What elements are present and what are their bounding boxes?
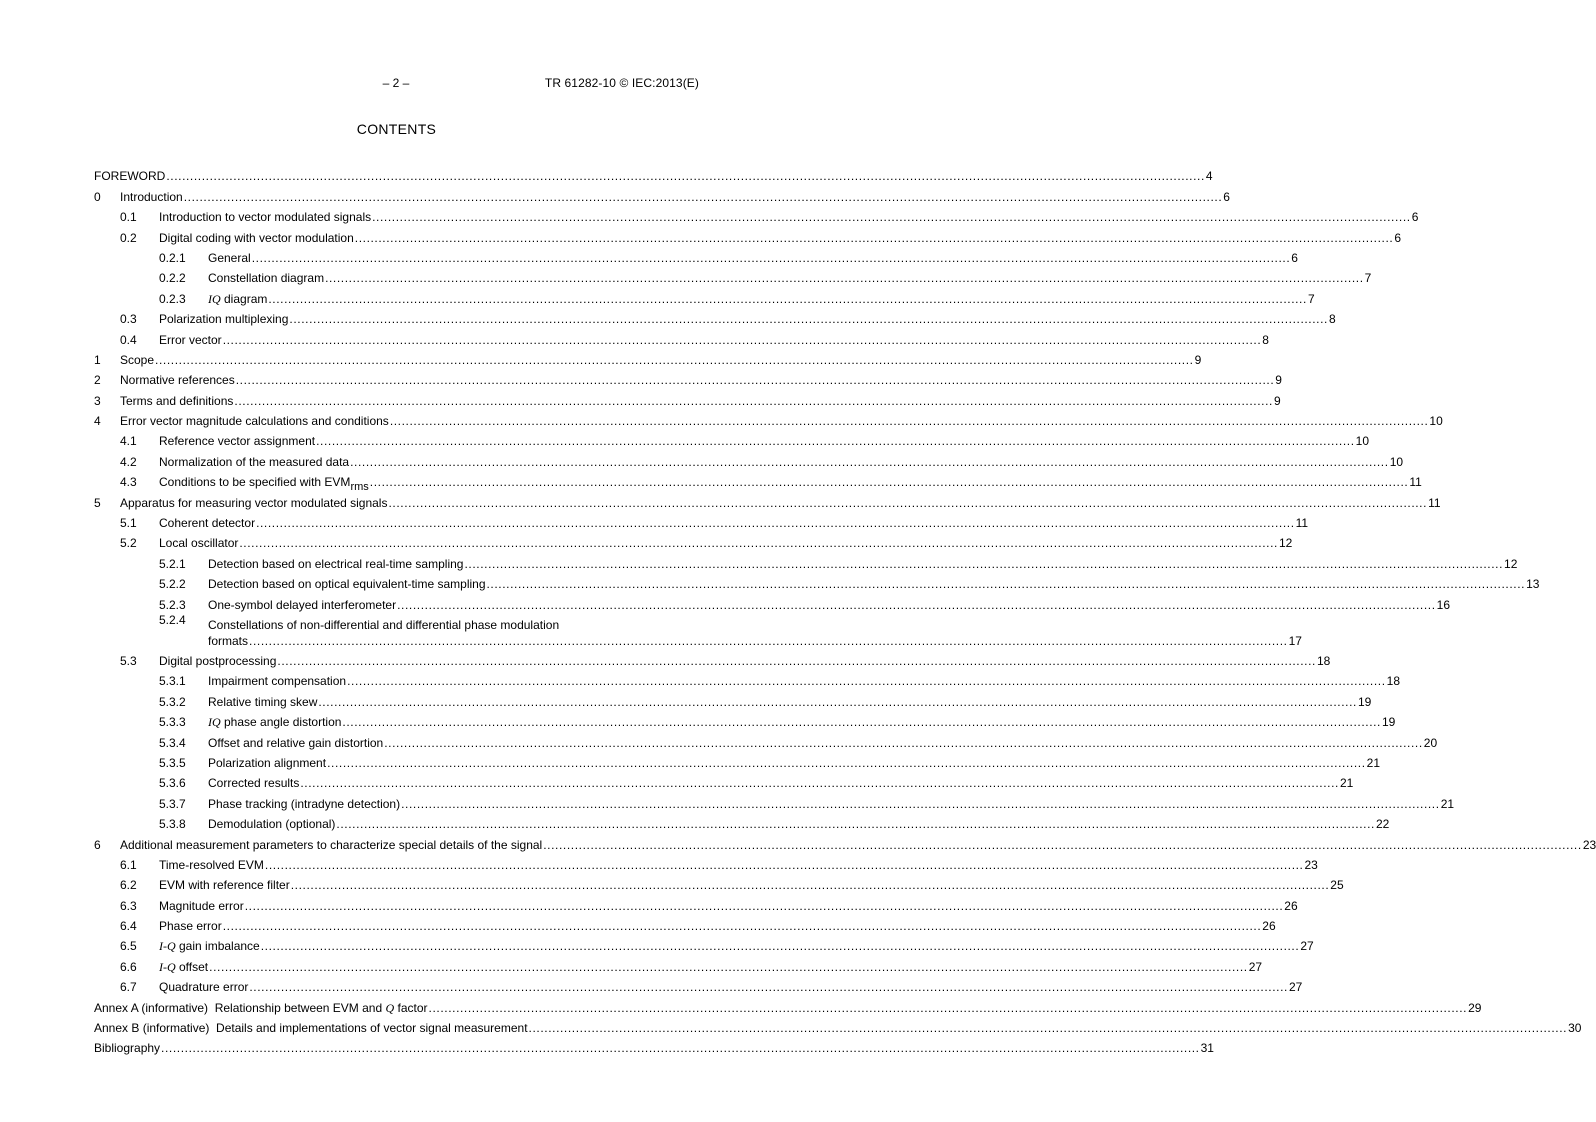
toc-page: 10 [1355, 434, 1370, 449]
toc-page: 10 [1389, 454, 1404, 469]
toc-title: Apparatus for measuring vector modulated signals [120, 495, 388, 510]
dot-leader [184, 190, 1223, 205]
dot-leader [336, 817, 1375, 832]
toc-title: Magnitude error [159, 898, 244, 913]
toc-number: 0.2.3 [159, 291, 186, 306]
dot-leader [252, 251, 1291, 266]
toc-title: Scope [120, 352, 155, 367]
dot-leader [234, 394, 1273, 409]
toc-page: 9 [1273, 393, 1281, 408]
toc-title-rest: diagram [220, 291, 268, 306]
dot-leader [265, 858, 1304, 873]
toc-page: 8 [1262, 332, 1269, 347]
toc-entry-5-2-4[interactable] [94, 612, 1302, 649]
dot-leader [388, 496, 1427, 511]
dot-leader [347, 674, 1386, 689]
toc-page: 10 [1429, 414, 1443, 429]
toc-page: 21 [1339, 776, 1354, 791]
toc-page: 19 [1357, 694, 1372, 709]
toc-number: 5.2.2 [159, 577, 186, 592]
dot-leader [291, 878, 1330, 893]
dot-leader [316, 434, 1355, 449]
toc-page: 27 [1248, 959, 1263, 974]
toc-page: 21 [1366, 755, 1381, 770]
toc-title: Reference vector assignment [159, 434, 316, 449]
toc-page: 31 [1200, 1041, 1214, 1056]
dot-leader [236, 373, 1275, 388]
toc-page: 16 [1436, 597, 1451, 612]
toc-entry-0-2-1[interactable] [94, 246, 1298, 266]
toc-page: 4 [1205, 169, 1213, 184]
toc-title-italic: IQ [208, 715, 221, 730]
toc-page: 23 [1582, 837, 1596, 852]
toc-page: 7 [1307, 291, 1315, 306]
toc-title: Demodulation (optional) [208, 817, 336, 832]
toc-number: 1 [94, 352, 101, 367]
toc-title: General [208, 250, 251, 265]
toc-page: 11 [1428, 495, 1441, 510]
toc-title: One-symbol delayed interferometer [208, 597, 397, 612]
toc-number: 6 [94, 837, 101, 852]
toc-entry-5-1[interactable] [94, 511, 1309, 531]
toc-number: 3 [94, 393, 101, 408]
toc-title-rest: gain imbalance [175, 939, 260, 954]
toc-title-rest: phase angle distortion [220, 715, 342, 730]
toc-title: Detection based on optical equivalent-time sampling [208, 577, 486, 592]
toc-page: 7 [1364, 271, 1372, 286]
toc-page: 9 [1275, 373, 1282, 388]
dot-leader [384, 736, 1423, 751]
dot-leader [166, 169, 1205, 184]
toc-entry-0-2[interactable] [94, 225, 1402, 245]
toc-page: 21 [1440, 796, 1455, 811]
dot-leader [342, 715, 1381, 730]
toc-page: 6 [1411, 210, 1419, 225]
toc-page: 6 [1223, 189, 1230, 204]
toc-number: 5.3.4 [159, 735, 186, 750]
toc-number: 6.7 [120, 980, 137, 995]
toc-entry-5-3-2[interactable] [94, 689, 1372, 709]
toc-number: 6.2 [120, 878, 137, 893]
toc-number: 5.3.1 [159, 674, 186, 689]
dot-leader [325, 271, 1364, 286]
toc-entry-0-2-2[interactable] [94, 266, 1372, 286]
toc-entry-4-3[interactable] [94, 470, 1422, 494]
dot-leader [256, 516, 1295, 531]
toc-number: 5.2 [120, 536, 137, 551]
dot-leader [161, 1041, 1200, 1056]
toc-title: Relative timing skew [208, 694, 318, 709]
toc-entry-6-5[interactable] [94, 934, 1314, 954]
toc-title-tail: factor [394, 1000, 428, 1015]
toc-title-italic: I-Q [159, 939, 176, 954]
toc-page: 9 [1194, 352, 1202, 367]
toc-number: 0 [94, 189, 101, 204]
toc-page: 11 [1295, 516, 1309, 531]
dot-leader [239, 536, 1278, 551]
toc-entry-bibliography[interactable] [94, 1036, 1214, 1056]
toc-title: Phase error [159, 919, 222, 934]
toc-entry-6-6[interactable] [94, 954, 1263, 974]
toc-page: 12 [1504, 556, 1518, 571]
toc-title: Quadrature error [159, 980, 249, 995]
toc-entry-0-4[interactable] [94, 327, 1269, 347]
document-reference: TR 61282-10 © IEC:2013(E) [544, 76, 699, 90]
toc-title: Corrected results [208, 776, 300, 791]
toc-page: 17 [1288, 633, 1302, 648]
toc-page: 30 [1568, 1021, 1582, 1036]
toc-number: 0.4 [120, 332, 137, 347]
toc-page: 22 [1375, 817, 1390, 832]
toc-number: 5.2.1 [159, 556, 186, 571]
toc-number: 5.2.3 [159, 597, 186, 612]
toc-title: Error vector magnitude calculations and conditions [120, 414, 389, 429]
dot-leader [487, 577, 1526, 592]
toc-page: 25 [1330, 878, 1344, 893]
toc-page: 18 [1316, 653, 1331, 668]
toc-entry-5-3-5[interactable] [94, 751, 1381, 771]
dot-leader [209, 960, 1248, 975]
toc-number: 5.2.4 [159, 612, 186, 627]
toc-title-line1: Constellations of non-differential and differential phase modulation [208, 617, 560, 632]
toc-title: Local oscillator [159, 536, 239, 551]
toc-title-italic: Q [385, 1000, 395, 1015]
toc-title [94, 1001, 428, 1016]
dot-leader [289, 312, 1328, 327]
toc-title: EVM with reference filter [159, 878, 290, 893]
page-number: – 2 – [382, 76, 410, 90]
toc-entry-5[interactable] [94, 490, 1441, 510]
toc-entry-5-3-1[interactable] [94, 669, 1401, 689]
toc-title [208, 292, 267, 307]
toc-title: Normative references [120, 373, 235, 388]
toc-page: 6 [1291, 250, 1298, 265]
toc-entry-5-3-7[interactable] [94, 791, 1455, 811]
dot-leader [401, 797, 1440, 812]
toc-page: 13 [1526, 577, 1540, 592]
toc-page: 27 [1288, 980, 1303, 995]
toc-number: 5.3 [120, 653, 137, 668]
toc-title: Annex B (informative) Details and implementations of vector signal measurement [94, 1021, 528, 1036]
toc-entry-foreword[interactable] [94, 164, 1213, 184]
toc-title: Impairment compensation [208, 674, 347, 689]
dot-leader [261, 939, 1300, 954]
toc-title [159, 960, 208, 975]
toc-number: 0.2.2 [159, 271, 186, 286]
dot-leader [543, 838, 1582, 853]
toc-title-main: Annex A (informative) Relationship between EVM and [94, 1000, 386, 1015]
toc-title: Constellation diagram [208, 271, 325, 286]
toc-number: 5.3.2 [159, 694, 186, 709]
dot-leader [327, 756, 1366, 771]
toc-number: 6.3 [120, 898, 137, 913]
dot-leader [397, 598, 1436, 613]
toc-number: 6.4 [120, 919, 137, 934]
toc-number: 2 [94, 373, 101, 388]
toc-number: 5.3.7 [159, 796, 186, 811]
toc-entry-6[interactable] [94, 832, 1596, 852]
toc-entry-3[interactable] [94, 388, 1281, 408]
toc-title: Error vector [159, 332, 222, 347]
toc-entry-6-7[interactable] [94, 975, 1303, 995]
toc-entry-4-1[interactable] [94, 429, 1370, 449]
toc-title: Phase tracking (intradyne detection) [208, 796, 401, 811]
toc-entry-5-2[interactable] [94, 531, 1293, 551]
toc-title: FOREWORD [94, 169, 166, 184]
toc-entry-5-3[interactable] [94, 649, 1331, 669]
dot-leader [390, 414, 1429, 429]
toc-page: 29 [1468, 1000, 1482, 1015]
toc-title-main: Conditions to be specified with EVM [159, 475, 351, 490]
toc-entry-6-1[interactable] [94, 853, 1318, 873]
toc-title: Offset and relative gain distortion [208, 735, 384, 750]
toc-title: Time-resolved EVM [159, 857, 264, 872]
toc-title: Polarization multiplexing [159, 312, 289, 327]
toc-entry-5-3-8[interactable] [94, 812, 1390, 832]
dot-leader [249, 980, 1288, 995]
toc-title: Digital coding with vector modulation [159, 230, 354, 245]
toc-title-italic: I-Q [159, 959, 176, 974]
toc-page: 18 [1386, 674, 1401, 689]
dot-leader [350, 455, 1389, 470]
dot-leader [245, 899, 1284, 914]
toc-page: 8 [1328, 312, 1336, 327]
toc-number: 0.2 [120, 230, 137, 245]
dot-leader [529, 1021, 1568, 1036]
toc-entry-0-2-3[interactable] [94, 286, 1315, 306]
toc-number: 5.3.5 [159, 755, 186, 770]
toc-entry-4-2[interactable] [94, 449, 1404, 469]
toc-number: 6.1 [120, 857, 137, 872]
toc-entry-1[interactable] [94, 348, 1202, 368]
toc-number: 5.3.6 [159, 776, 186, 791]
toc-entry-annex-a[interactable] [94, 995, 1482, 1015]
dot-leader [249, 634, 1288, 649]
toc-title [159, 475, 369, 494]
toc-title: Coherent detector [159, 516, 256, 531]
toc-title: Introduction [120, 189, 183, 204]
toc-title [208, 715, 341, 730]
toc-number: 0.3 [120, 312, 137, 327]
toc-number: 0.2.1 [159, 250, 186, 265]
toc-title: Additional measurement parameters to characterize special details of the signal [120, 837, 543, 852]
toc-number: 5.3.8 [159, 817, 186, 832]
dot-leader [464, 557, 1503, 572]
toc-entry-4[interactable] [94, 409, 1443, 429]
dot-leader [277, 654, 1316, 669]
toc-entry-5-2-1[interactable] [94, 551, 1518, 571]
toc-page: 23 [1304, 857, 1318, 872]
toc-entry-5-3-4[interactable] [94, 730, 1438, 750]
toc-title: Bibliography [94, 1041, 161, 1056]
toc-number: 4.3 [120, 475, 137, 490]
dot-leader [370, 475, 1409, 490]
toc-title-italic: IQ [208, 291, 221, 306]
toc-entry-5-3-3[interactable] [94, 710, 1396, 730]
toc-page: 27 [1300, 939, 1314, 954]
toc-entry-6-3[interactable] [94, 893, 1298, 913]
table-of-contents [94, 164, 1596, 1056]
contents-title: CONTENTS [356, 121, 437, 137]
toc-number: 4.1 [120, 434, 137, 449]
toc-number: 6.6 [120, 959, 137, 974]
toc-number: 5.3.3 [159, 715, 186, 730]
toc-title-line2: formats [208, 633, 249, 648]
dot-leader [300, 776, 1339, 791]
toc-page: 26 [1284, 898, 1298, 913]
dot-leader [355, 231, 1394, 246]
toc-number: 4.2 [120, 454, 137, 469]
toc-number: 5 [94, 495, 101, 510]
toc-title: Normalization of the measured data [159, 454, 350, 469]
toc-page: 19 [1382, 715, 1396, 730]
toc-page: 6 [1394, 230, 1402, 245]
toc-entry-2[interactable] [94, 368, 1282, 388]
toc-entry-6-4[interactable] [94, 914, 1276, 934]
toc-page: 20 [1423, 735, 1438, 750]
dot-leader [223, 333, 1262, 348]
toc-title: Detection based on electrical real-time sampling [208, 556, 464, 571]
toc-entry-0-1[interactable] [94, 205, 1419, 225]
toc-title: Terms and definitions [120, 393, 234, 408]
toc-entry-annex-b[interactable] [94, 1016, 1582, 1036]
toc-page: 11 [1409, 475, 1422, 490]
toc-entry-5-2-2[interactable] [94, 572, 1540, 592]
toc-page: 26 [1262, 919, 1276, 934]
toc-number: 6.5 [120, 939, 137, 954]
toc-number: 4 [94, 414, 101, 429]
toc-title-rest: offset [175, 959, 209, 974]
toc-number: 0.1 [120, 210, 137, 225]
toc-entry-0[interactable] [94, 184, 1230, 204]
dot-leader [268, 292, 1307, 307]
dot-leader [429, 1001, 1468, 1016]
toc-page: 12 [1278, 536, 1293, 551]
toc-entry-0-3[interactable] [94, 307, 1336, 327]
toc-title: Introduction to vector modulated signals [159, 210, 372, 225]
dot-leader [155, 353, 1194, 368]
toc-title [159, 939, 260, 954]
toc-title-subscript: rms [350, 481, 369, 494]
dot-leader [318, 695, 1357, 710]
dot-leader [223, 919, 1262, 934]
toc-number: 5.1 [120, 516, 137, 531]
dot-leader [372, 210, 1411, 225]
toc-title: Polarization alignment [208, 755, 327, 770]
toc-entry-6-2[interactable] [94, 873, 1344, 893]
toc-entry-5-3-6[interactable] [94, 771, 1354, 791]
toc-title: Digital postprocessing [159, 653, 277, 668]
toc-entry-5-2-3[interactable] [94, 592, 1451, 612]
